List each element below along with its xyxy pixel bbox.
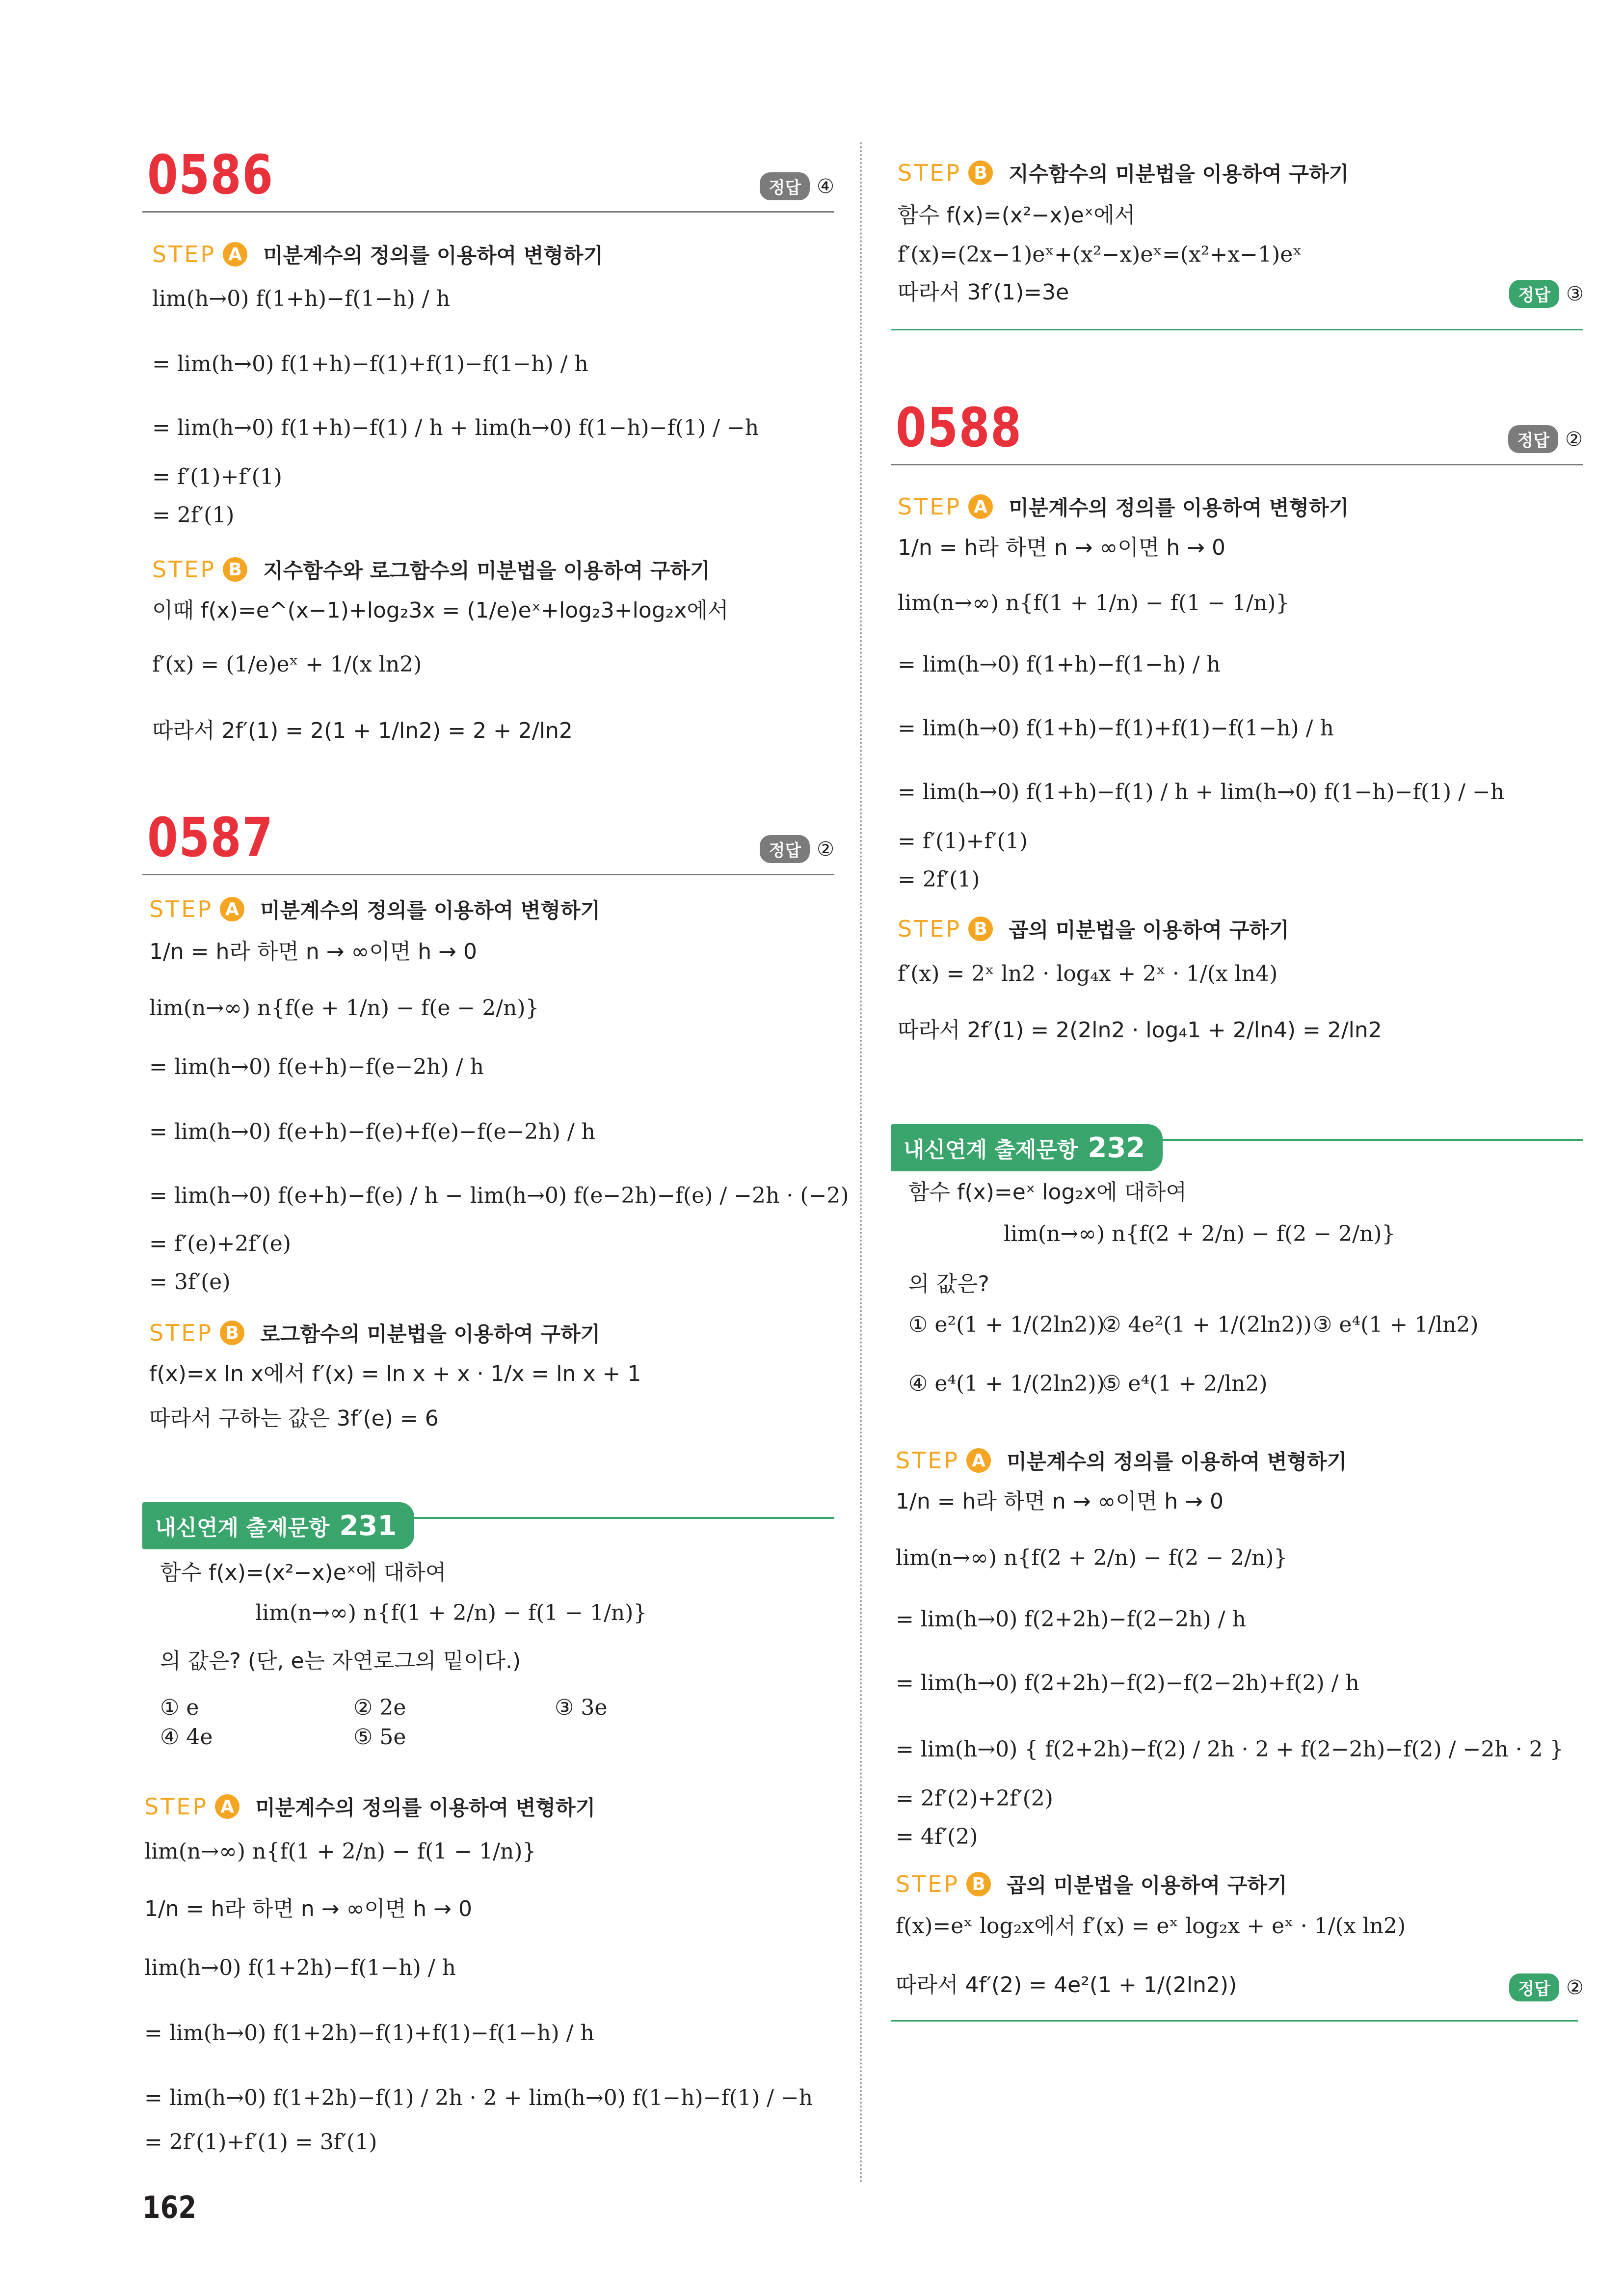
step-label: STEP xyxy=(149,896,213,922)
problem-number: 0587 xyxy=(147,806,274,869)
step-label: STEP xyxy=(896,1871,960,1897)
solution-line: f′(x) = (1/e)eˣ + 1/(x ln2) xyxy=(152,652,422,677)
choice-2: ② 2e xyxy=(353,1695,406,1720)
step-label: STEP xyxy=(152,556,216,583)
solution-line: = 2f′(2)+2f′(2) xyxy=(896,1786,1053,1811)
step-a-heading xyxy=(896,1446,1347,1475)
solution-line: = lim(h→0) f(2+2h)−f(2)−f(2−2h)+f(2) / h xyxy=(896,1671,1359,1696)
naeshin-label: 내신연계 출제문항 xyxy=(904,1137,1078,1162)
step-label: STEP xyxy=(149,1320,213,1346)
step-label: STEP xyxy=(898,916,962,942)
choice-5: ⑤ e⁴(1 + 2/ln2) xyxy=(1102,1371,1268,1396)
problem-number: 0586 xyxy=(147,143,274,206)
solution-line: lim(h→0) f(1+h)−f(1−h) / h xyxy=(152,286,451,311)
solution-line: = lim(h→0) f(e+h)−f(e) / h − lim(h→0) f(e−2h)−f(e) / −2h · (−2) xyxy=(149,1183,849,1208)
solution-line: 이때 f(x)=e^(x−1)+log₂3x = (1/e)eˣ+log₂3+log₂x에서 xyxy=(152,598,729,623)
solution-line: = 3f′(e) xyxy=(149,1270,231,1295)
choice-5: ⑤ 5e xyxy=(353,1725,406,1750)
section-rule xyxy=(891,329,1583,330)
step-a-heading xyxy=(144,1792,595,1821)
solution-line: = lim(h→0) f(2+2h)−f(2−2h) / h xyxy=(896,1607,1246,1632)
choice-4: ④ 4e xyxy=(160,1725,213,1750)
solution-line: = 2f′(1)+f′(1) = 3f′(1) xyxy=(144,2130,377,2155)
question-stem: 함수 f(x)=(x²−x)eˣ에 대하여 xyxy=(160,1560,447,1585)
solution-line: = lim(h→0) f(1+h)−f(1)+f(1)−f(1−h) / h xyxy=(898,716,1334,741)
column-divider xyxy=(860,142,862,2185)
solution-line: 따라서 2f′(1) = 2(1 + 1/ln2) = 2 + 2/ln2 xyxy=(152,718,573,743)
solution-line: lim(n→∞) n{f(1 + 2/n) − f(1 − 1/n)} xyxy=(144,1839,536,1864)
choice-3: ③ e⁴(1 + 1/ln2) xyxy=(1313,1312,1479,1337)
question-expression: lim(n→∞) n{f(2 + 2/n) − f(2 − 2/n)} xyxy=(1004,1221,1396,1246)
step-letter-icon: B xyxy=(966,1872,991,1896)
solution-line: 따라서 구하는 값은 3f′(e) = 6 xyxy=(149,1406,439,1431)
answer-badge: 정답 xyxy=(760,172,810,200)
answer-tag xyxy=(760,835,834,863)
solution-line: = 2f′(1) xyxy=(898,867,980,892)
answer-badge: 정답 xyxy=(760,835,810,863)
solution-line: 1/n = h라 하면 n → ∞이면 h → 0 xyxy=(898,535,1226,560)
solution-line: = lim(h→0) f(1+2h)−f(1)+f(1)−f(1−h) / h xyxy=(144,2021,594,2046)
solution-line: 따라서 2f′(1) = 2(2ln2 · log₄1 + 2/ln4) = 2/ln2 xyxy=(898,1018,1382,1043)
step-b-heading xyxy=(896,1869,1287,1899)
solution-line: 1/n = h라 하면 n → ∞이면 h → 0 xyxy=(149,939,478,964)
section-rule xyxy=(891,2020,1578,2022)
problem-header-0588 xyxy=(891,390,1583,465)
step-b-heading xyxy=(898,914,1289,944)
solution-line: f′(x) = 2ˣ ln2 · log₄x + 2ˣ · 1/(x ln4) xyxy=(898,961,1278,986)
solution-line: = 2f′(1) xyxy=(152,503,235,528)
step-letter-icon: A xyxy=(223,242,247,267)
step-letter-icon: B xyxy=(968,917,993,941)
choice-1: ① e²(1 + 1/(2ln2)) xyxy=(908,1312,1105,1337)
step-a-heading xyxy=(898,492,1349,521)
step-label: STEP xyxy=(152,241,216,268)
step-letter-icon: B xyxy=(968,161,993,185)
step-title: 미분계수의 정의를 이용하여 변형하기 xyxy=(263,243,604,268)
solution-line: = 4f′(2) xyxy=(896,1824,978,1849)
step-title: 로그함수의 미분법을 이용하여 구하기 xyxy=(260,1322,601,1346)
step-label: STEP xyxy=(898,493,962,520)
solution-line: 따라서 3f′(1)=3e xyxy=(898,280,1069,305)
step-b-heading xyxy=(152,555,710,584)
choice-2: ② 4e²(1 + 1/(2ln2)) xyxy=(1102,1312,1312,1337)
naeshin-header-232 xyxy=(891,1124,1583,1173)
step-label: STEP xyxy=(144,1793,209,1820)
step-b-heading xyxy=(149,1318,600,1348)
answer-tag xyxy=(760,172,834,200)
solution-line: = lim(h→0) { f(2+2h)−f(2) / 2h · 2 + f(2−2h)−f(2) / −2h · 2 } xyxy=(896,1737,1564,1762)
problem-header-0586 xyxy=(142,137,834,213)
step-title: 지수함수의 미분법을 이용하여 구하기 xyxy=(1009,162,1349,186)
solution-line: f′(x)=(2x−1)eˣ+(x²−x)eˣ=(x²+x−1)eˣ xyxy=(898,242,1302,267)
page-number: 162 xyxy=(142,2189,197,2225)
step-title: 지수함수와 로그함수의 미분법을 이용하여 구하기 xyxy=(263,559,710,583)
step-title: 미분계수의 정의를 이용하여 변형하기 xyxy=(255,1796,596,1820)
answer-value: ④ xyxy=(817,175,834,198)
solution-line: = f′(1)+f′(1) xyxy=(152,464,282,489)
step-a-heading xyxy=(152,240,603,269)
step-title: 미분계수의 정의를 이용하여 변형하기 xyxy=(1007,1450,1347,1474)
step-label: STEP xyxy=(896,1447,960,1474)
solution-line: = lim(h→0) f(e+h)−f(e)+f(e)−f(e−2h) / h xyxy=(149,1119,596,1144)
step-letter-icon: B xyxy=(220,1321,244,1345)
naeshin-label: 내신연계 출제문항 xyxy=(155,1515,330,1540)
step-title: 미분계수의 정의를 이용하여 변형하기 xyxy=(260,898,601,922)
answer-value: ② xyxy=(1566,1976,1584,1999)
choice-4: ④ e⁴(1 + 1/(2ln2)) xyxy=(908,1371,1105,1396)
step-letter-icon: A xyxy=(220,897,244,921)
naeshin-badge xyxy=(891,1124,1163,1171)
solution-line: = lim(h→0) f(1+h)−f(1−h) / h xyxy=(898,652,1221,677)
solution-line: = f′(e)+2f′(e) xyxy=(149,1231,292,1256)
step-title: 곱의 미분법을 이용하여 구하기 xyxy=(1007,1873,1287,1897)
step-letter-icon: A xyxy=(215,1794,239,1819)
answer-value: ② xyxy=(817,837,834,861)
question-expression: lim(n→∞) n{f(1 + 2/n) − f(1 − 1/n)} xyxy=(255,1600,647,1625)
step-label: STEP xyxy=(898,160,962,186)
solution-line: 1/n = h라 하면 n → ∞이면 h → 0 xyxy=(896,1489,1224,1514)
solution-line: = lim(h→0) f(1+2h)−f(1) / 2h · 2 + lim(h→0) f(1−h)−f(1) / −h xyxy=(144,2085,813,2110)
step-a-heading xyxy=(149,894,600,924)
solution-line: f(x)=eˣ log₂x에서 f′(x) = eˣ log₂x + eˣ · 1/(x ln2) xyxy=(896,1914,1406,1939)
solution-line: = lim(h→0) f(1+h)−f(1) / h + lim(h→0) f(1−h)−f(1) / −h xyxy=(898,780,1505,805)
solution-line: lim(n→∞) n{f(e + 1/n) − f(e − 2/n)} xyxy=(149,996,539,1021)
solution-line: = lim(h→0) f(1+h)−f(1) / h + lim(h→0) f(1−h)−f(1) / −h xyxy=(152,415,759,440)
solution-line: lim(n→∞) n{f(2 + 2/n) − f(2 − 2/n)} xyxy=(896,1545,1288,1570)
naeshin-number: 232 xyxy=(1088,1132,1145,1164)
step-letter-icon: A xyxy=(966,1448,991,1473)
solution-line: 따라서 4f′(2) = 4e²(1 + 1/(2ln2)) xyxy=(896,1972,1237,1998)
answer-tag xyxy=(1509,280,1584,308)
answer-value: ② xyxy=(1565,428,1583,451)
answer-tag xyxy=(1508,425,1583,453)
step-title: 미분계수의 정의를 이용하여 변형하기 xyxy=(1009,496,1349,520)
answer-badge: 정답 xyxy=(1508,425,1558,453)
problem-number: 0588 xyxy=(896,396,1022,459)
problem-header-0587 xyxy=(142,800,834,875)
naeshin-number: 231 xyxy=(339,1510,397,1542)
solution-line: f(x)=x ln x에서 f′(x) = ln x + x · 1/x = ln x + 1 xyxy=(149,1361,641,1386)
answer-value: ③ xyxy=(1566,282,1584,305)
solution-line: 1/n = h라 하면 n → ∞이면 h → 0 xyxy=(144,1896,473,1921)
choice-1: ① e xyxy=(160,1695,199,1720)
solution-line: 함수 f(x)=(x²−x)eˣ에서 xyxy=(898,203,1136,228)
step-b-heading xyxy=(898,158,1349,188)
question-stem: 함수 f(x)=eˣ log₂x에 대하여 xyxy=(908,1180,1187,1205)
solution-line: lim(n→∞) n{f(1 + 1/n) − f(1 − 1/n)} xyxy=(898,591,1290,616)
step-letter-icon: A xyxy=(968,494,993,519)
question-stem: 의 값은? xyxy=(908,1271,989,1297)
question-stem: 의 값은? (단, e는 자연로그의 밑이다.) xyxy=(160,1648,521,1674)
step-letter-icon: B xyxy=(223,557,247,582)
solution-line: = f′(1)+f′(1) xyxy=(898,829,1028,854)
choice-3: ③ 3e xyxy=(555,1695,608,1720)
naeshin-header-231 xyxy=(142,1502,834,1551)
naeshin-badge xyxy=(142,1502,414,1549)
solution-line: lim(h→0) f(1+2h)−f(1−h) / h xyxy=(144,1955,456,1980)
step-title: 곱의 미분법을 이용하여 구하기 xyxy=(1009,918,1289,942)
solution-line: = lim(h→0) f(e+h)−f(e−2h) / h xyxy=(149,1054,484,1080)
answer-badge: 정답 xyxy=(1509,280,1559,308)
solution-line: = lim(h→0) f(1+h)−f(1)+f(1)−f(1−h) / h xyxy=(152,351,588,377)
answer-tag xyxy=(1509,1973,1584,2001)
answer-badge: 정답 xyxy=(1509,1973,1559,2001)
